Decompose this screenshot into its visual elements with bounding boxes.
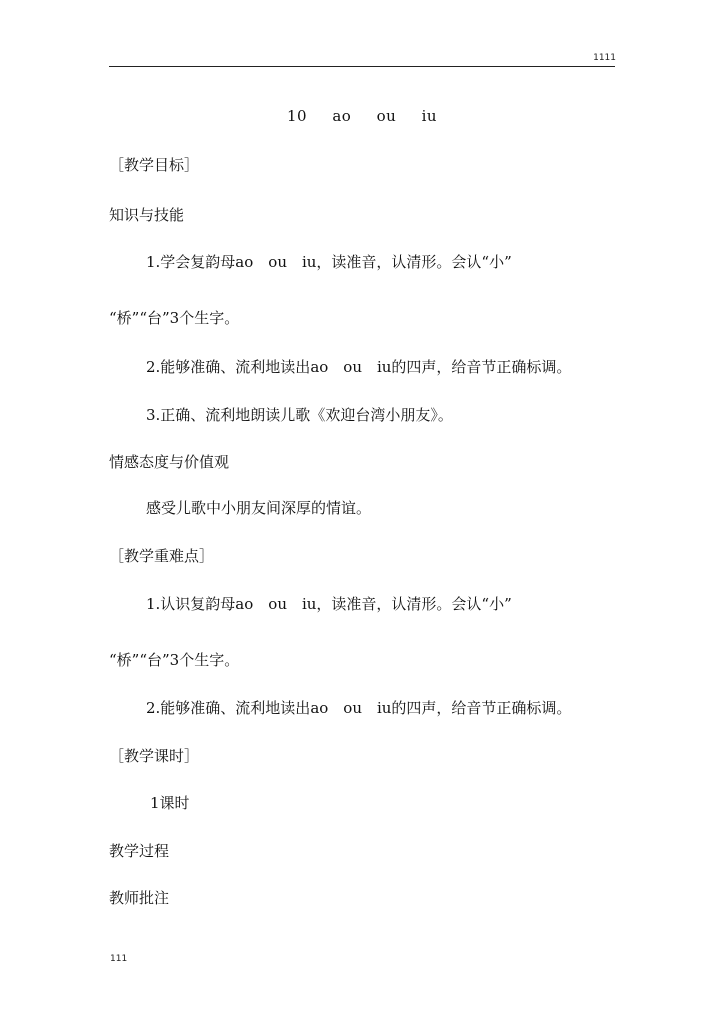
key1-line1: 1.认识复韵母ao ou iu，读准音，认清形。会认“小”: [146, 595, 512, 613]
key2: 2.能够准确、流利地读出ao ou iu的四声，给音节正确标调。: [146, 699, 572, 717]
key1-line2: “桥”“台”3个生字。: [109, 651, 240, 669]
header-rule: [109, 66, 615, 67]
lesson-title: [0, 107, 724, 125]
attitude-heading: 情感态度与价值观: [109, 453, 230, 471]
title-ou: ou: [376, 107, 397, 125]
goal2: 2.能够准确、流利地读出ao ou iu的四声，给音节正确标调。: [146, 358, 572, 376]
title-ao: ao: [332, 107, 352, 125]
lesson-number: 10: [286, 107, 308, 125]
goal1-line1: 1.学会复韵母ao ou iu，读准音，认清形。会认“小”: [146, 253, 512, 271]
goal3: 3.正确、流利地朗读儿歌《欢迎台湾小朋友》。: [146, 406, 453, 424]
goal1-line2: “桥”“台”3个生字。: [109, 309, 240, 327]
footer-page-number: 111: [110, 954, 128, 964]
hours-heading: ［教学课时］: [109, 747, 200, 765]
goals-heading: ［教学目标］: [109, 156, 200, 174]
key-heading: ［教学重难点］: [109, 547, 215, 565]
notes-heading: 教师批注: [109, 889, 170, 907]
hours-text: 1课时: [150, 794, 190, 812]
attitude-text: 感受儿歌中小朋友间深厚的情谊。: [146, 499, 372, 517]
process-heading: 教学过程: [109, 842, 170, 860]
knowledge-heading: 知识与技能: [109, 206, 185, 224]
title-iu: iu: [421, 107, 438, 125]
header-page-number: 1111: [593, 53, 616, 63]
